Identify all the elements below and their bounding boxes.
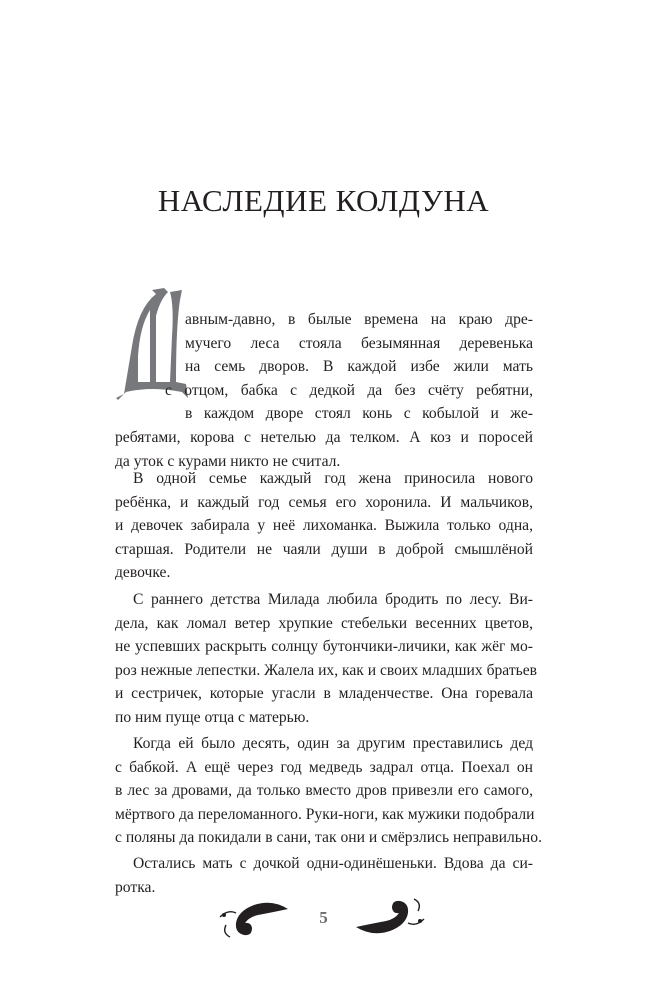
text-line: авным-давно, в былые времена на краю дре- bbox=[185, 311, 533, 328]
right-ornament-icon bbox=[354, 895, 426, 941]
text-line: девочке. bbox=[115, 564, 171, 582]
text-line: ребёнка, и каждый год семья его хоронила. И мальчиков, bbox=[115, 493, 533, 511]
text-line: не успевших раскрыть солнцу бутончики-личики, как жёг мо- bbox=[115, 638, 533, 656]
text-line: с отцом, бабка с дедкой да без счёту ребятни, bbox=[165, 381, 533, 399]
text-line: мёртвого да переломанного. Руки-ноги, как мужики подобрали bbox=[115, 805, 535, 823]
page-number: 5 bbox=[319, 908, 328, 927]
text-line: старшая. Родители не чаяли души в доброй смышлёной bbox=[115, 540, 533, 558]
chapter-title: НАСЛЕДИЕ КОЛДУНА bbox=[157, 183, 490, 218]
text-line: в каждом дворе стоял конь с кобылой и же- bbox=[185, 405, 533, 423]
text-line: с поляны да покидали в сани, так они и смёрзлись неправильно. bbox=[115, 829, 542, 847]
text-line: ротка. bbox=[115, 878, 156, 896]
text-line: в лес за дровами, да только вместо дров привезли его самого, bbox=[115, 782, 533, 800]
text-line: дела, как ломал ветер хрупкие стебельки весенних цветов, bbox=[115, 614, 533, 632]
text-line: С раннего детства Милада любила бродить по лесу. Ви- bbox=[133, 591, 533, 608]
text-line: Остались мать с дочкой одни-одинёшеньки. Вдова да си- bbox=[133, 855, 533, 872]
text-line: ребятами, корова с нетелью да телком. А коз и поросей bbox=[115, 429, 533, 446]
text-line: Когда ей было десять, один за другим преставились дед bbox=[133, 735, 533, 752]
text-line: роз нежные лепестки. Жалела их, как и своих младших братьев bbox=[115, 661, 538, 679]
text-line: В одной семье каждый год жена приносила нового bbox=[133, 470, 533, 487]
text-line: по ним пуще отца с матерью. bbox=[115, 709, 310, 726]
text-line: с бабкой. А ещё через год медведь задрал отца. Поехал он bbox=[115, 758, 533, 776]
text-line: на семь дворов. В каждой избе жили мать bbox=[185, 358, 533, 376]
text-line: и девочек забирала у неё лихоманка. Выжила только одна, bbox=[115, 517, 533, 535]
text-line: и сестричек, которые угасли в младенчестве. Она горевала bbox=[115, 685, 533, 703]
text-line: мучего леса стояла безымянная деревенька bbox=[185, 334, 533, 352]
text-line: да уток с курами никто не считал. bbox=[115, 452, 341, 470]
